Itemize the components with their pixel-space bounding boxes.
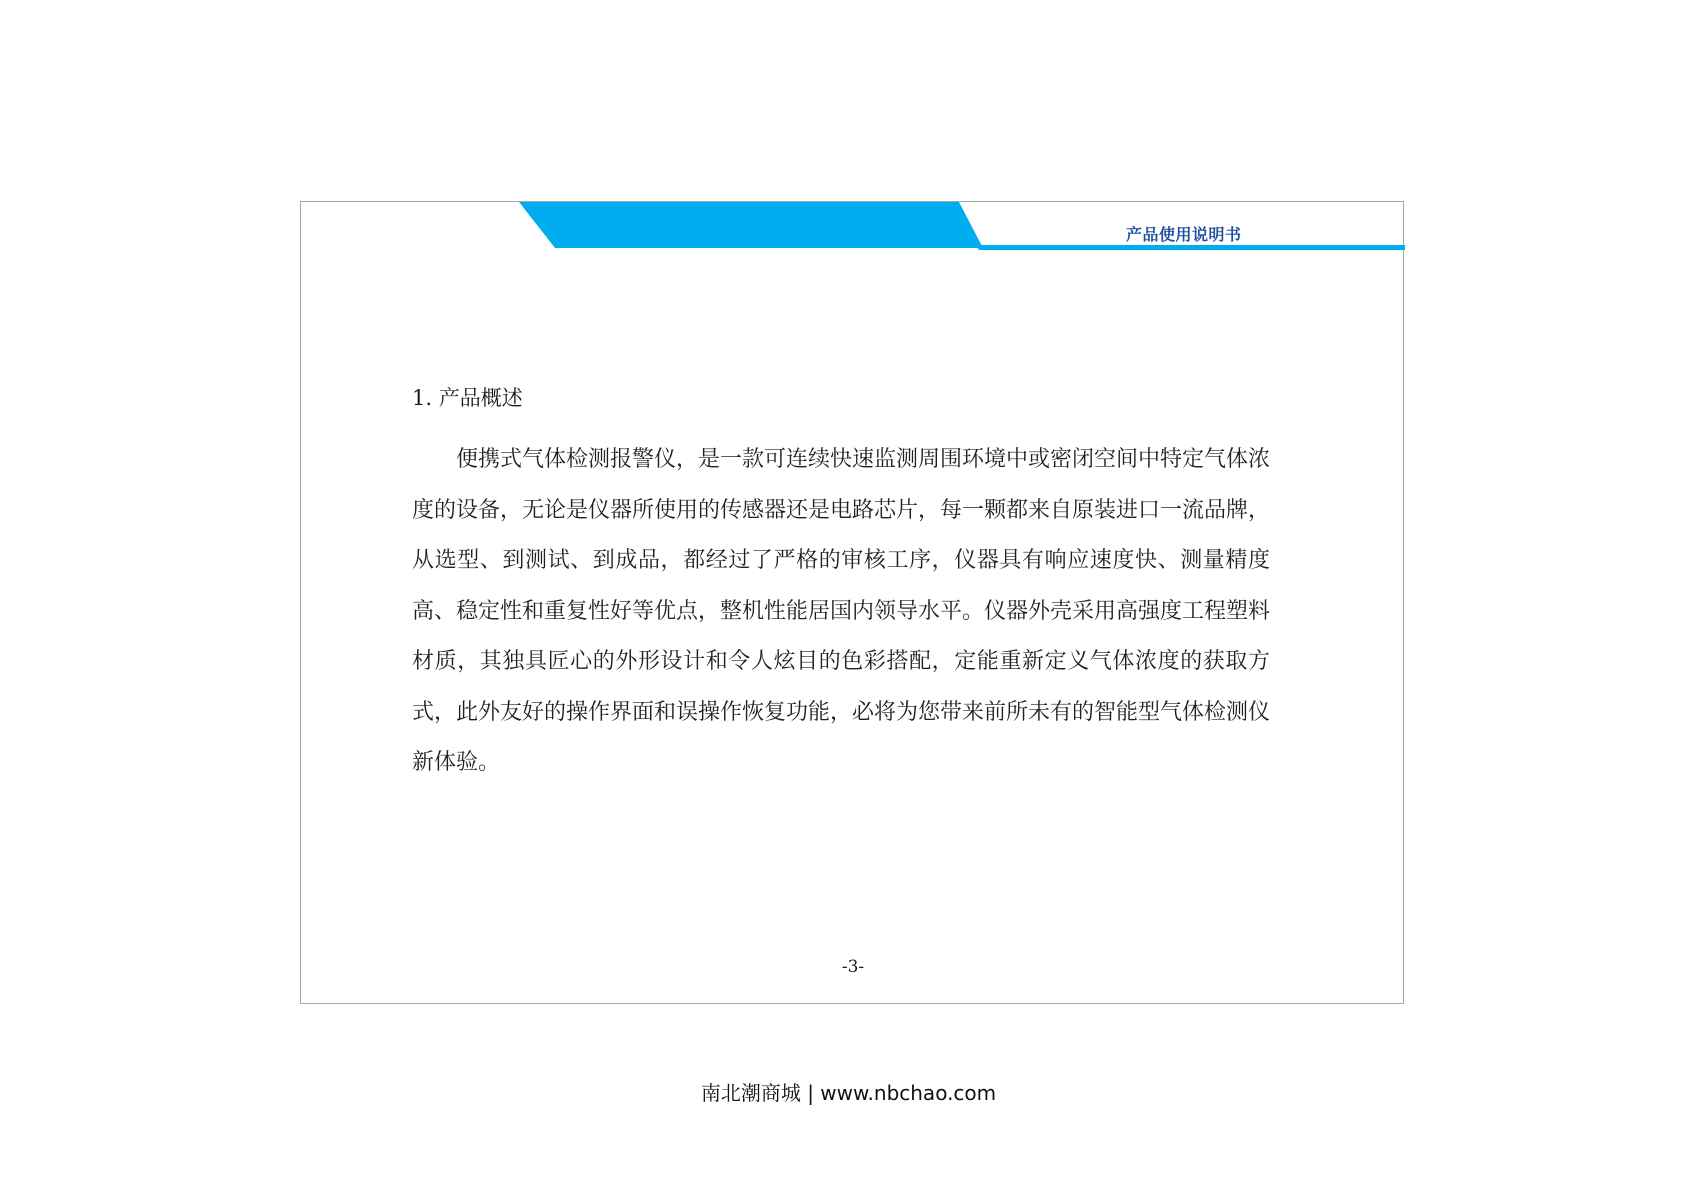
header-blue-banner <box>519 202 983 248</box>
footer-credit: 南北潮商城 | www.nbchao.com <box>700 1081 997 1105</box>
header-blue-line <box>976 245 1405 250</box>
section-heading: 1. 产品概述 <box>412 386 523 410</box>
header-title: 产品使用说明书 <box>1126 225 1242 244</box>
page-number: -3- <box>841 957 865 977</box>
manual-page <box>300 201 1404 1004</box>
overview-paragraph: 便携式气体检测报警仪，是一款可连续快速监测周围环境中或密闭空间中特定气体浓度的设备，无论是仪器所使用的传感器还是电路芯片，每一颗都来自原装进口一流品牌，从选型、到测试、到成品，都经过了严格的审核工序，仪器具有响应速度快、测量精度高、稳定性和重复性好等优点，整机性能居国内领导水平。仪器外壳采用高强度工程塑料材质，其独具匠心的外形设计和令人炫目的色彩搭配，定能重新定义气体浓度的获取方式，此外友好的操作界面和误操作恢复功能，必将为您带来前所未有的智能型气体检测仪新体验。 <box>412 447 1271 775</box>
